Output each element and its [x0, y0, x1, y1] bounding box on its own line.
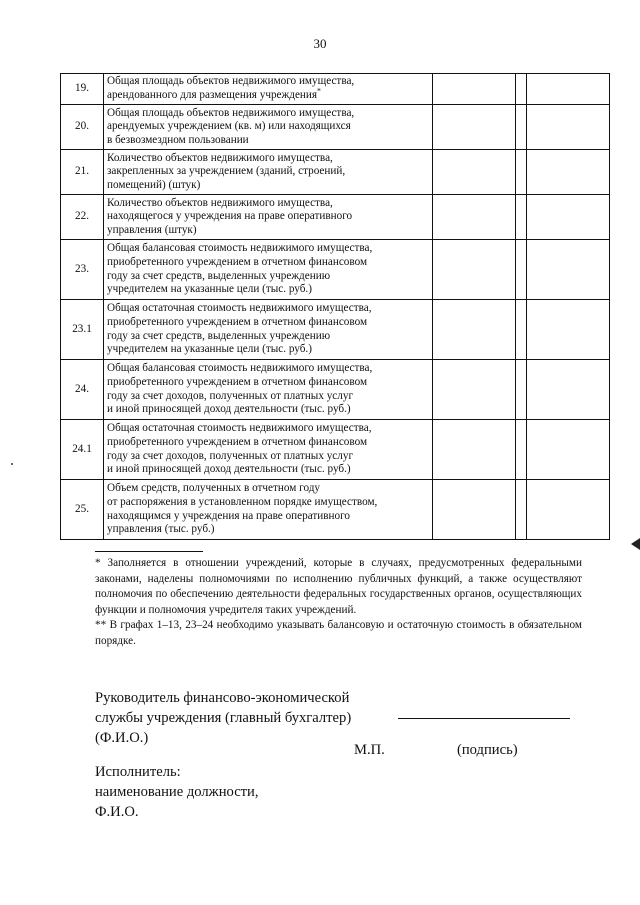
value-cell-3[interactable]: [527, 300, 610, 360]
description-line: [107, 152, 429, 166]
description-text: и иной приносящей доход деятельности (тыс. руб.): [107, 403, 351, 416]
row-number: 24.1: [61, 420, 104, 480]
description-text: находящимся у учреждения на праве оперативного: [107, 509, 351, 522]
description-text: Общая остаточная стоимость недвижимого имущества,: [107, 302, 372, 315]
value-cell-1[interactable]: [433, 480, 516, 540]
row-description: [104, 480, 433, 540]
row-number: 20.: [61, 105, 104, 150]
description-text: учредителем на указанные цели (тыс. руб.): [107, 283, 312, 296]
table-row: [61, 480, 610, 540]
description-text: году за счет доходов, полученных от платных услуг: [107, 449, 354, 462]
table-row: [61, 105, 610, 150]
value-cell-1[interactable]: [433, 105, 516, 150]
description-line: [107, 510, 429, 524]
row-number: 19.: [61, 74, 104, 105]
description-line: [107, 450, 429, 464]
description-text: находящегося у учреждения на праве оперативного: [107, 210, 353, 223]
value-cell-3[interactable]: [527, 195, 610, 240]
footnote-1: * Заполняется в отношении учреждений, которые в случаях, предусмотренных федеральными законами, наделены полномочиями по исполнению публичных функций, а также осуществляют полномочия по обеспечению деятельности федеральных государственных органов, осуществляющих функции и полномочия учредителя таких учреждений.: [95, 557, 582, 616]
description-line: [107, 316, 429, 330]
description-text: в безвозмездном пользовании: [107, 133, 249, 146]
value-cell-1[interactable]: [433, 74, 516, 105]
row-number: 22.: [61, 195, 104, 240]
value-cell-2[interactable]: [516, 480, 527, 540]
value-cell-3[interactable]: [527, 420, 610, 480]
row-description: [104, 105, 433, 150]
value-cell-2[interactable]: [516, 360, 527, 420]
description-line: [107, 436, 429, 450]
footnote-rule: [95, 551, 203, 552]
description-line: [107, 362, 429, 376]
row-description: [104, 420, 433, 480]
description-text: и иной приносящей доход деятельности (тыс. руб.): [107, 463, 351, 476]
value-cell-2[interactable]: [516, 195, 527, 240]
value-cell-3[interactable]: [527, 105, 610, 150]
description-line: [107, 283, 429, 297]
head-accountant-label-1: Руководитель финансово-экономической: [95, 690, 350, 706]
description-line: [107, 390, 429, 404]
value-cell-3[interactable]: [527, 150, 610, 195]
value-cell-1[interactable]: [433, 195, 516, 240]
description-text: приобретенного учреждением в отчетном финансовом: [107, 315, 368, 328]
description-text: арендуемых учреждением (кв. м) или находящихся: [107, 120, 351, 133]
description-line: [107, 197, 429, 211]
stamp-label: М.П.: [354, 742, 385, 758]
description-text: году за счет доходов, полученных от платных услуг: [107, 389, 354, 402]
description-text: году за счет средств, выделенных учреждению: [107, 269, 331, 282]
description-line: [107, 343, 429, 357]
description-line: [107, 179, 429, 193]
value-cell-3[interactable]: [527, 480, 610, 540]
description-text: Количество объектов недвижимого имущества,: [107, 151, 333, 164]
description-text: Общая площадь объектов недвижимого имущества,: [107, 106, 355, 119]
description-text: помещений) (штук): [107, 178, 201, 191]
row-number: 21.: [61, 150, 104, 195]
footnote-2: ** В графах 1–13, 23–24 необходимо указывать балансовую и остаточную стоимость в обязательном порядке.: [95, 619, 582, 647]
description-text: Общая балансовая стоимость недвижимого имущества,: [107, 242, 373, 255]
table-row: [61, 360, 610, 420]
description-line: [107, 134, 429, 148]
footnotes: [95, 556, 582, 650]
value-cell-3[interactable]: [527, 360, 610, 420]
row-description: [104, 150, 433, 195]
description-line: [107, 376, 429, 390]
table-row: [61, 150, 610, 195]
description-text: от распоряжения в установленном порядке имуществом,: [107, 495, 378, 508]
description-line: [107, 242, 429, 256]
description-text: Количество объектов недвижимого имущества,: [107, 196, 333, 209]
description-line: [107, 224, 429, 238]
signature-caption: (подпись): [457, 742, 518, 758]
value-cell-3[interactable]: [527, 240, 610, 300]
description-text: приобретенного учреждением в отчетном финансовом: [107, 375, 368, 388]
value-cell-1[interactable]: [433, 300, 516, 360]
description-line: [107, 120, 429, 134]
executor-label: Исполнитель:: [95, 764, 181, 780]
description-text: приобретенного учреждением в отчетном финансовом: [107, 435, 368, 448]
table-row: [61, 240, 610, 300]
value-cell-2[interactable]: [516, 105, 527, 150]
row-number: 23.1: [61, 300, 104, 360]
value-cell-2[interactable]: [516, 240, 527, 300]
description-line: [107, 86, 429, 103]
description-text: Общая балансовая стоимость недвижимого имущества,: [107, 362, 373, 375]
row-description: [104, 74, 433, 105]
table-row: [61, 420, 610, 480]
edge-arrow-icon: [631, 538, 640, 550]
description-line: [107, 330, 429, 344]
description-line: [107, 482, 429, 496]
executor-fio: Ф.И.О.: [95, 804, 139, 820]
description-text: управления (штук): [107, 223, 197, 236]
value-cell-2[interactable]: [516, 74, 527, 105]
description-text: управления (тыс. руб.): [107, 523, 215, 536]
row-number: 25.: [61, 480, 104, 540]
head-accountant-label-2: службы учреждения (главный бухгалтер): [95, 710, 352, 726]
description-text: закрепленных за учреждением (зданий, строений,: [107, 165, 346, 178]
row-description: [104, 240, 433, 300]
footnote-marker: *: [317, 86, 322, 96]
row-description: [104, 195, 433, 240]
description-text: году за счет средств, выделенных учреждению: [107, 329, 331, 342]
description-line: [107, 403, 429, 417]
row-number: 24.: [61, 360, 104, 420]
value-cell-2[interactable]: [516, 150, 527, 195]
signature-line: [398, 718, 570, 719]
description-line: [107, 463, 429, 477]
description-line: [107, 75, 429, 89]
table-row: [61, 195, 610, 240]
row-description: [104, 360, 433, 420]
page-number: 30: [313, 36, 327, 51]
description-line: [107, 422, 429, 436]
row-description: [104, 300, 433, 360]
description-line: [107, 107, 429, 121]
description-line: [107, 210, 429, 224]
value-cell-2[interactable]: [516, 420, 527, 480]
description-line: [107, 270, 429, 284]
description-line: [107, 165, 429, 179]
description-text: Объем средств, полученных в отчетном году: [107, 482, 321, 495]
description-text: учредителем на указанные цели (тыс. руб.): [107, 343, 312, 356]
value-cell-1[interactable]: [433, 150, 516, 195]
executor-position: наименование должности,: [95, 784, 259, 800]
value-cell-2[interactable]: [516, 300, 527, 360]
value-cell-1[interactable]: [433, 240, 516, 300]
description-line: [107, 256, 429, 270]
table-row: [61, 74, 610, 105]
table-row: [61, 300, 610, 360]
value-cell-1[interactable]: [433, 360, 516, 420]
description-line: [107, 496, 429, 510]
description-text: приобретенного учреждением в отчетном финансовом: [107, 255, 368, 268]
scan-speck: [11, 463, 13, 465]
description-line: [107, 523, 429, 537]
description-text: Общая площадь объектов недвижимого имущества,: [107, 75, 355, 88]
value-cell-3[interactable]: [527, 74, 610, 105]
report-table: [60, 73, 610, 540]
row-number: 23.: [61, 240, 104, 300]
value-cell-1[interactable]: [433, 420, 516, 480]
description-text: арендованного для размещения учреждения: [107, 89, 318, 101]
description-text: Общая остаточная стоимость недвижимого имущества,: [107, 422, 372, 435]
head-accountant-fio: (Ф.И.О.): [95, 730, 149, 746]
description-line: [107, 302, 429, 316]
